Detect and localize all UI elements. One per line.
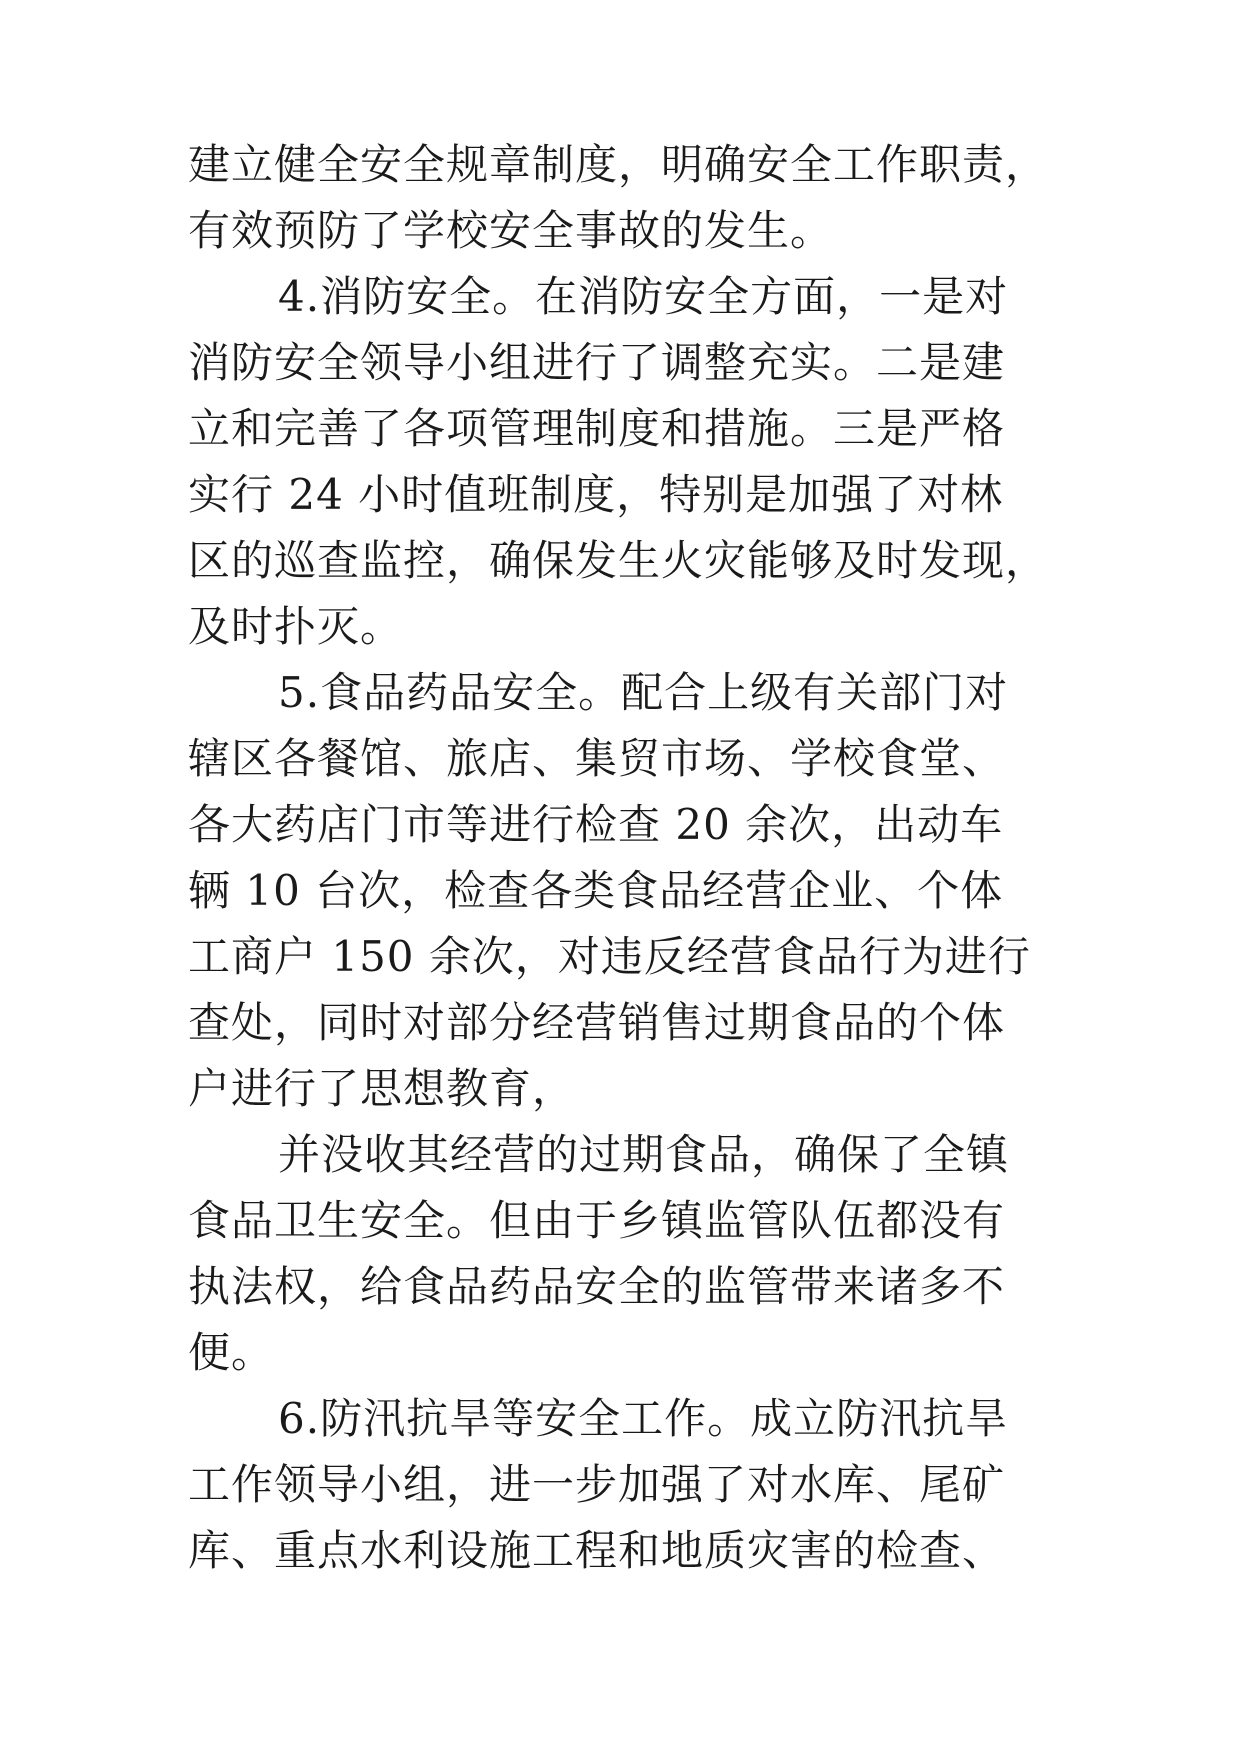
text-line: 建立健全安全规章制度，明确安全工作职责， — [188, 140, 1049, 189]
text-line: 查处，同时对部分经营销售过期食品的个体 — [188, 998, 1006, 1047]
text-line: 库、重点水利设施工程和地质灾害的检查、 — [188, 1526, 1006, 1575]
text-line: 工作领导小组，进一步加强了对水库、尾矿 — [188, 1460, 1006, 1509]
text-line: 辆 10 台次，检查各类食品经营企业、个体 — [188, 866, 1004, 915]
section-heading-line: 6.防汛抗旱等安全工作。成立防汛抗旱 — [278, 1394, 1009, 1443]
text-line: 消防安全领导小组进行了调整充实。二是建 — [188, 338, 1006, 387]
text-line: 实行 24 小时值班制度，特别是加强了对林 — [188, 470, 1004, 519]
text-line: 及时扑灭。 — [188, 602, 404, 651]
text-line: 各大药店门市等进行检查 20 余次，出动车 — [188, 800, 1004, 849]
text-line: 便。 — [188, 1328, 275, 1377]
text-line: 并没收其经营的过期食品，确保了全镇 — [278, 1130, 1010, 1179]
text-line: 户进行了思想教育， — [188, 1064, 576, 1113]
text-line: 食品卫生安全。但由于乡镇监管队伍都没有 — [188, 1196, 1006, 1245]
text-line: 区的巡查监控，确保发生火灾能够及时发现， — [188, 536, 1049, 585]
section-heading-line: 4.消防安全。在消防安全方面，一是对 — [278, 272, 1009, 321]
text-line: 有效预防了学校安全事故的发生。 — [188, 206, 834, 255]
text-line: 工商户 150 余次，对违反经营食品行为进行 — [188, 932, 1031, 981]
text-line: 执法权，给食品药品安全的监管带来诸多不 — [188, 1262, 1006, 1311]
section-heading-line: 5.食品药品安全。配合上级有关部门对 — [278, 668, 1009, 717]
text-line: 辖区各餐馆、旅店、集贸市场、学校食堂、 — [188, 734, 1006, 783]
text-line: 立和完善了各项管理制度和措施。三是严格 — [188, 404, 1006, 453]
